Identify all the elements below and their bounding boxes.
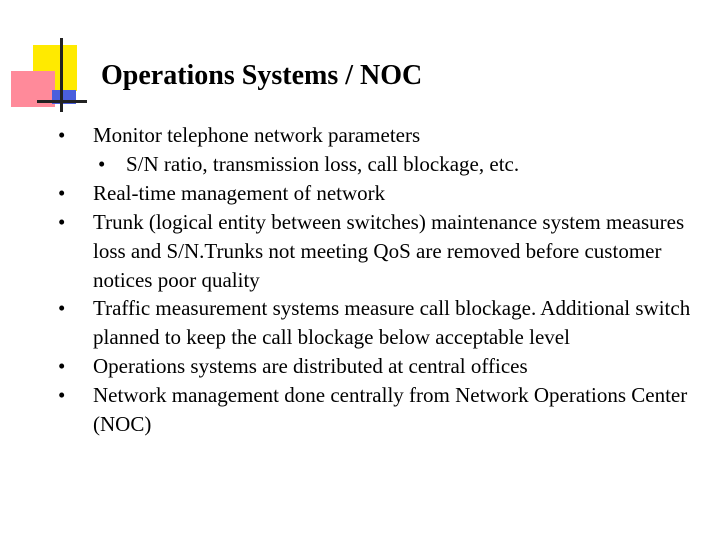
- bullet-marker: •: [58, 123, 66, 147]
- bullet-marker: •: [98, 151, 106, 176]
- bullet-marker: •: [58, 180, 66, 205]
- sub-bullet-item: [58, 150, 698, 179]
- bullet-marker: •: [58, 209, 66, 234]
- bullet-marker: •: [58, 354, 66, 379]
- bullet-text: Real-time management of network: [93, 180, 386, 205]
- bullet-text: Traffic measurement systems measure call blockage. Additional switch planned to keep the call blockage below acceptable level: [93, 296, 691, 350]
- sub-bullet-text: S/N ratio, transmission loss, call blockage, etc.: [126, 151, 520, 176]
- bullet-item: [58, 121, 698, 150]
- bullet-list: [58, 121, 698, 439]
- bullet-item: [58, 179, 698, 208]
- decor-horizontal-line: [37, 100, 87, 103]
- bullet-item: [58, 381, 698, 439]
- bullet-marker: •: [58, 383, 66, 408]
- bullet-text: Trunk (logical entity between switches) maintenance system measures loss and S/N.Trunks not meeting QoS are removed before customer notices poor quality: [93, 209, 685, 292]
- bullet-marker: •: [58, 296, 66, 321]
- bullet-item: [58, 352, 698, 381]
- bullet-text: Monitor telephone network parameters: [93, 123, 421, 147]
- bullet-text: Network management done centrally from Network Operations Center (NOC): [93, 383, 688, 437]
- bullet-text: Operations systems are distributed at central offices: [93, 354, 528, 379]
- bullet-item: [58, 208, 698, 295]
- bullet-item: [58, 294, 698, 352]
- slide-title: Operations Systems / NOC: [101, 60, 423, 91]
